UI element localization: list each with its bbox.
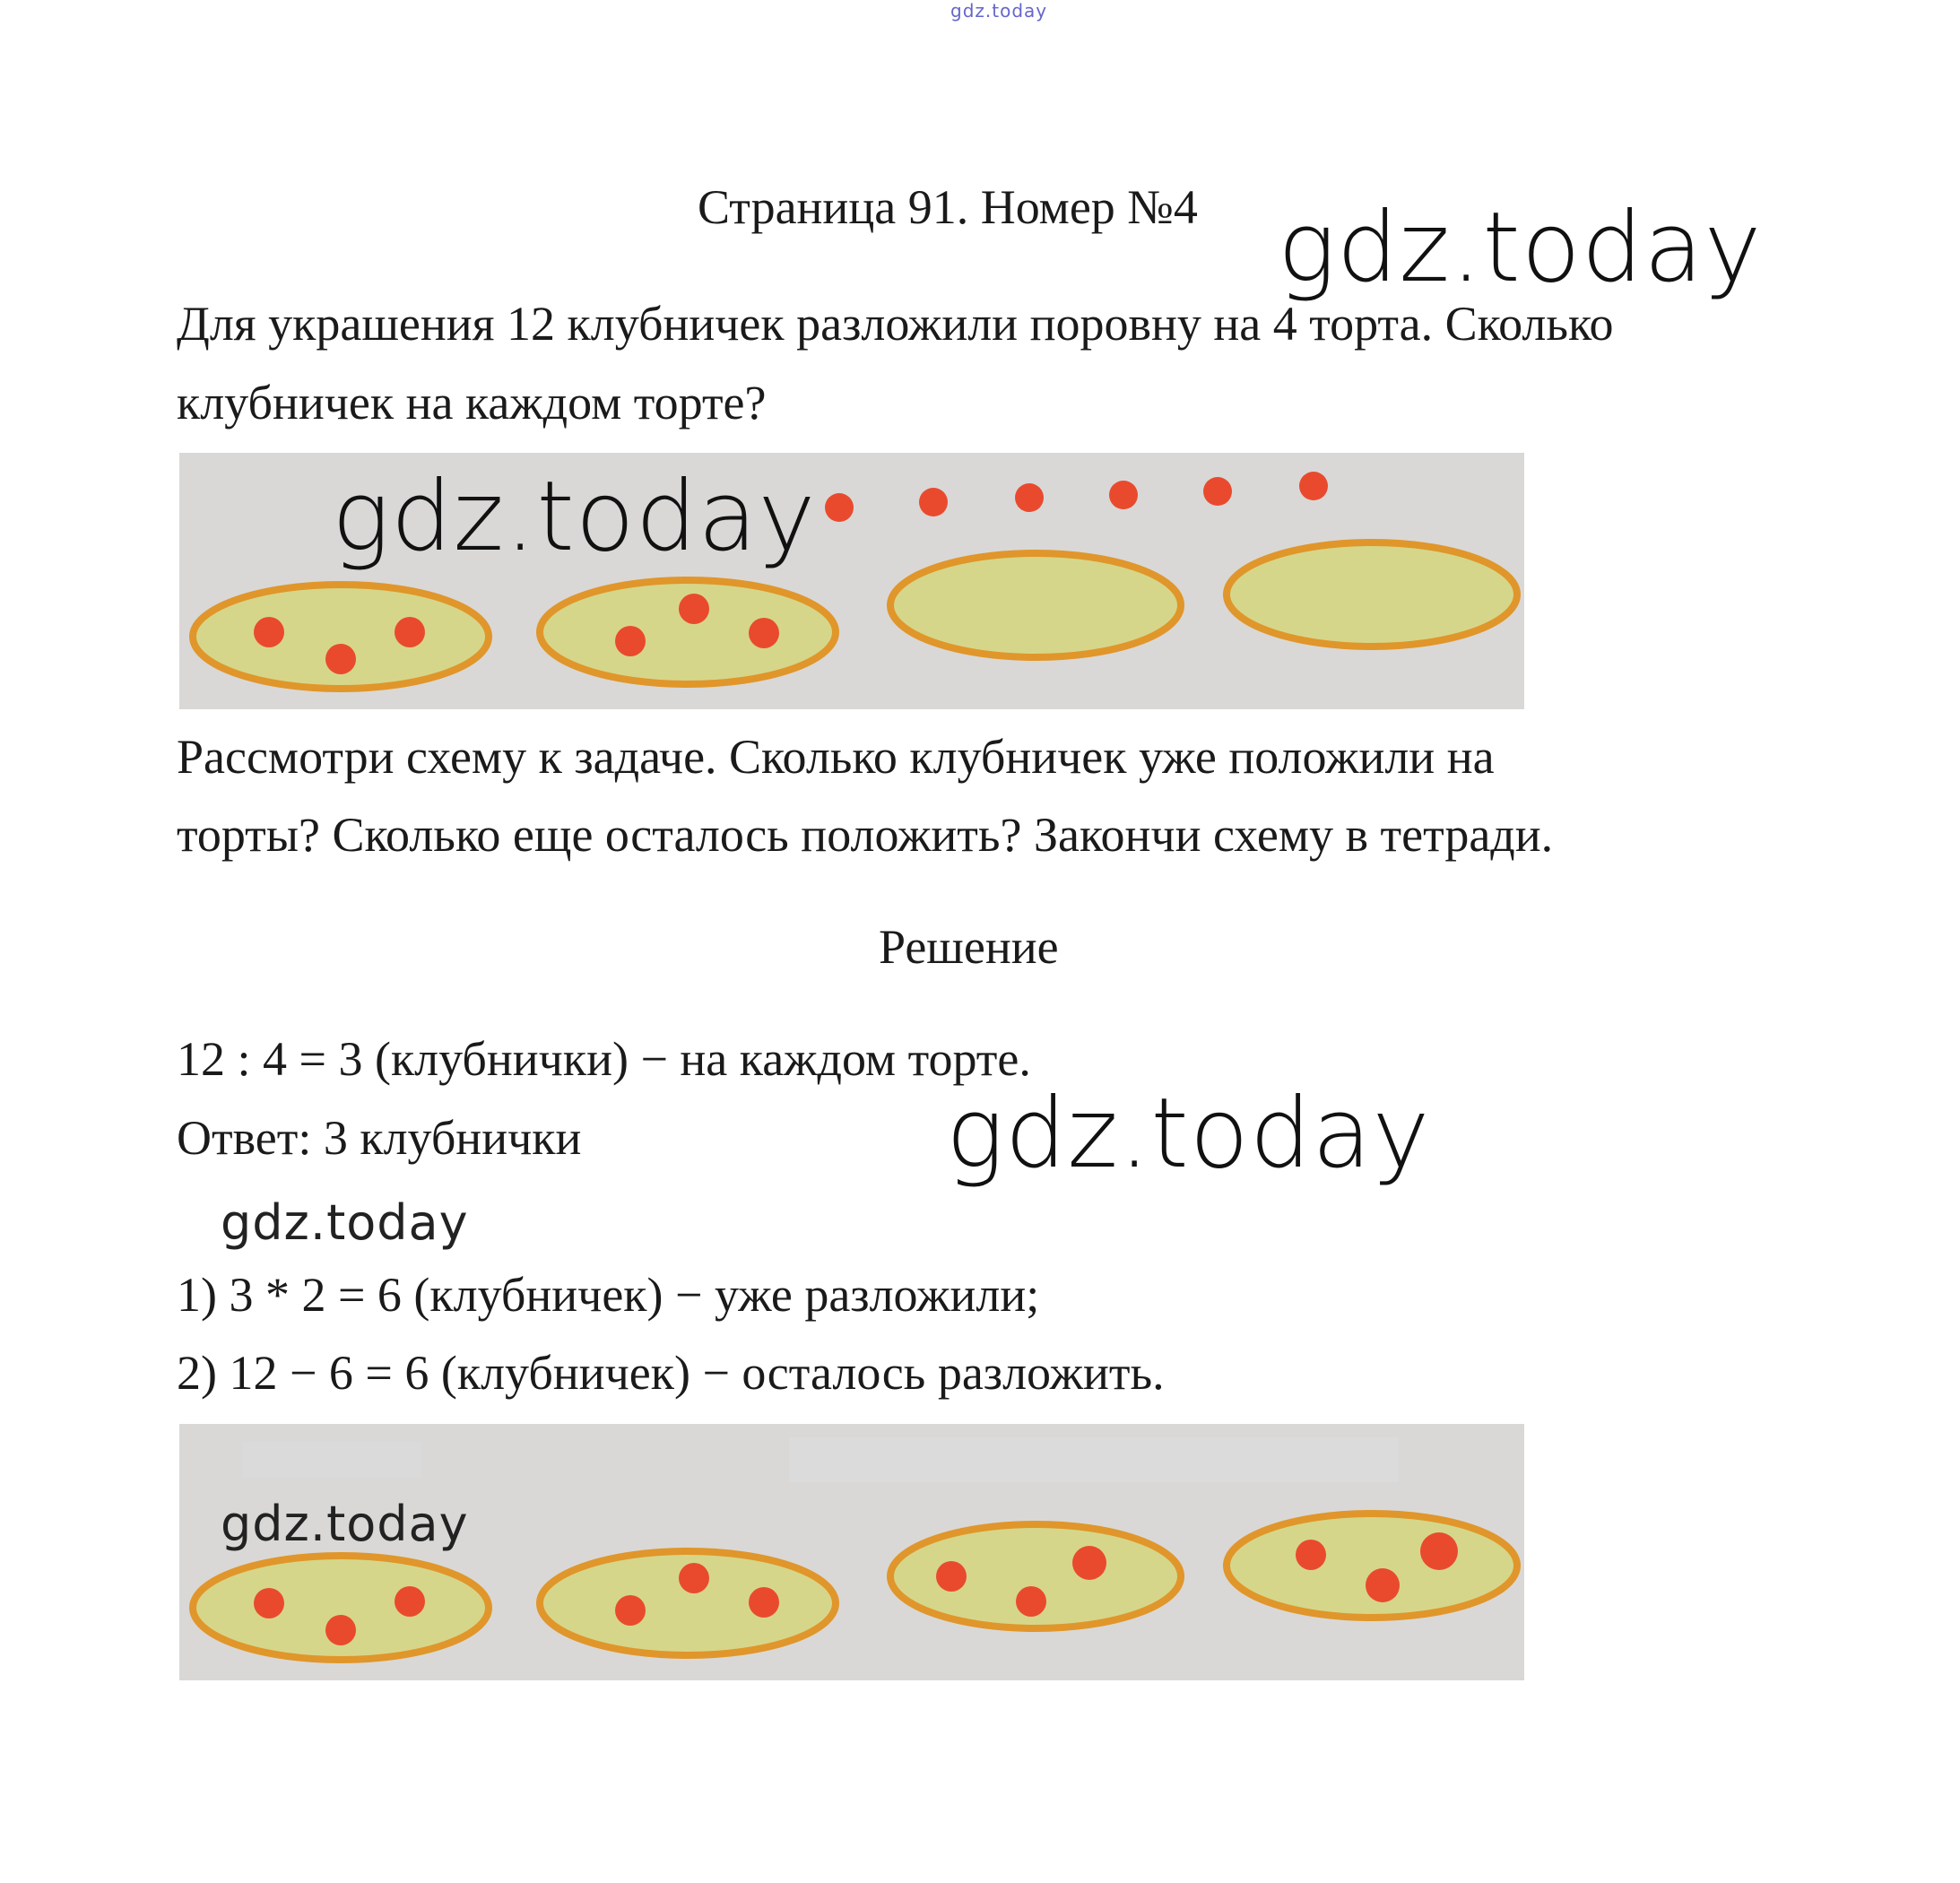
- strawberry-icon: [1299, 472, 1328, 500]
- strawberry-icon: [1420, 1532, 1458, 1570]
- watermark-scheme-2: gdz.today: [221, 1496, 469, 1552]
- strawberry-icon: [254, 617, 284, 647]
- cake-icon: [1227, 1514, 1517, 1618]
- cake-2: [540, 580, 836, 684]
- solution-answer: Ответ: 3 клубнички: [177, 1111, 582, 1165]
- strawberry-icon: [1109, 481, 1138, 509]
- cake-icon: [1227, 542, 1517, 646]
- cake-2: [540, 1551, 836, 1655]
- strawberry-icon: [749, 1587, 779, 1618]
- strawberry-icon: [395, 617, 425, 647]
- cake-4: [1227, 542, 1517, 646]
- strawberry-icon: [749, 618, 779, 648]
- strawberry-icon: [679, 1563, 709, 1593]
- strawberry-icon: [325, 644, 356, 674]
- solution-step: 12 : 4 = 3 (клубнички) − на каждом торте.: [177, 1032, 1031, 1086]
- strawberry-icon: [679, 594, 709, 624]
- strawberry-icon: [825, 493, 854, 522]
- cake-1: [193, 1556, 489, 1660]
- strawberry-icon: [919, 488, 948, 516]
- strawberry-icon: [615, 1595, 646, 1626]
- watermark-header: gdz.today: [1278, 192, 1763, 304]
- calc-line-2: 2) 12 − 6 = 6 (клубничек) − осталось разложить.: [177, 1346, 1165, 1400]
- strawberry-icon: [1015, 483, 1044, 512]
- strawberry-icon: [1366, 1568, 1400, 1602]
- strawberry-icon: [615, 626, 646, 656]
- watermark-scheme: gdz.today: [332, 461, 817, 573]
- calc-line-1: 1) 3 * 2 = 6 (клубничек) − уже разложили;: [177, 1268, 1040, 1322]
- solution-scheme-image: [179, 1424, 1524, 1680]
- strawberry-icon: [325, 1615, 356, 1645]
- strawberry-icon: [1072, 1546, 1106, 1580]
- watermark-solution: gdz.today: [946, 1078, 1431, 1190]
- cake-3: [890, 1524, 1181, 1628]
- watermark-answer-small: gdz.today: [221, 1194, 469, 1251]
- page-title: Страница 91. Номер №4: [698, 180, 1198, 234]
- cake-icon: [890, 553, 1181, 657]
- question-line-1: Рассмотри схему к задаче. Сколько клубничек уже положили на: [177, 730, 1495, 784]
- loose-berries: [825, 472, 1328, 522]
- task-line-2: клубничек на каждом торте?: [177, 376, 767, 430]
- question-line-2: торты? Сколько еще осталось положить? Закончи схему в тетради.: [177, 808, 1554, 862]
- strawberry-icon: [1203, 477, 1232, 506]
- cake-1: [193, 585, 489, 689]
- cake-4: [1227, 1514, 1517, 1618]
- watermark-top: gdz.today: [950, 0, 1048, 22]
- task-line-1: Для украшения 12 клубничек разложили поровну на 4 торта. Сколько: [177, 297, 1614, 351]
- cake-3: [890, 553, 1181, 657]
- solution-heading: Решение: [879, 920, 1059, 974]
- strawberry-icon: [1016, 1586, 1046, 1617]
- strawberry-icon: [1296, 1540, 1326, 1570]
- strawberry-icon: [936, 1561, 967, 1592]
- strawberry-icon: [254, 1588, 284, 1618]
- strawberry-icon: [395, 1586, 425, 1617]
